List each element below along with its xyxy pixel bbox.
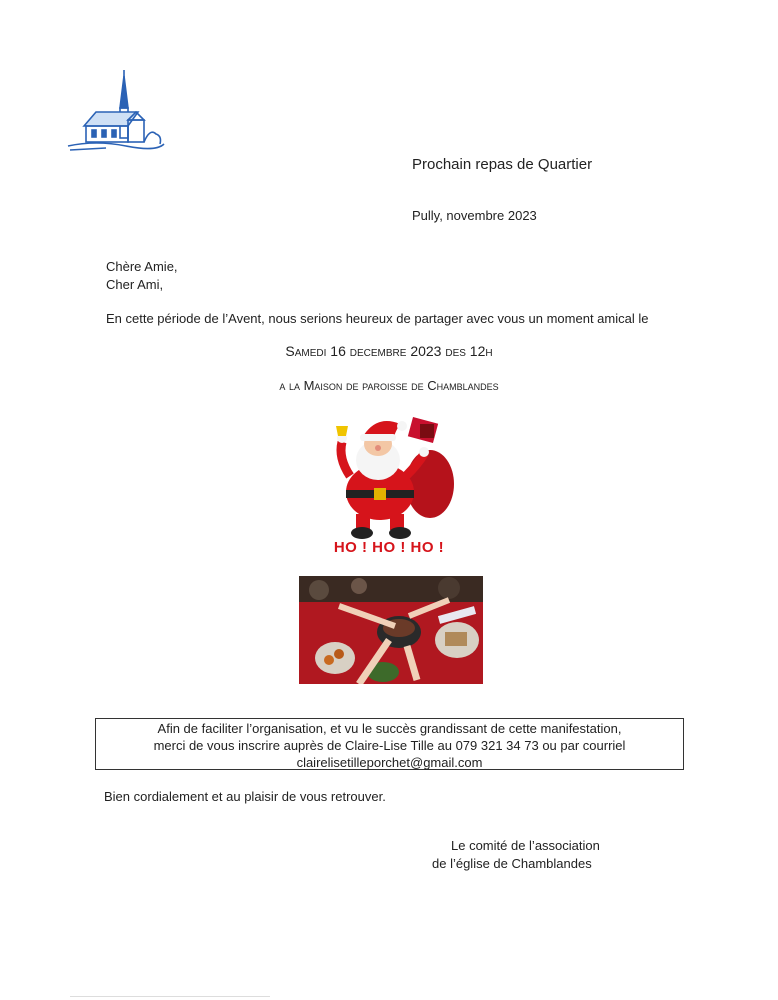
- santa-illustration: [320, 414, 460, 544]
- signature-line: Le comité de l’association: [451, 838, 600, 853]
- place-date: Pully, novembre 2023: [412, 208, 537, 223]
- event-location: a la Maison de paroisse de Chamblandes: [279, 378, 499, 393]
- letter-title: Prochain repas de Quartier: [412, 156, 593, 173]
- event-date: Samedi 16 decembre 2023 des 12h: [285, 343, 493, 359]
- signature-line: de l’église de Chamblandes: [432, 856, 592, 871]
- registration-box: [95, 718, 684, 770]
- registration-line: merci de vous inscrire auprès de Claire-Lise Tille au 079 321 34 73 ou par courriel: [153, 738, 626, 753]
- intro-paragraph: En cette période de l’Avent, nous serions heureux de partager avec vous un moment amical le: [106, 311, 649, 326]
- closing-line: Bien cordialement et au plaisir de vous retrouver.: [104, 789, 386, 804]
- scan-divider: [70, 996, 270, 997]
- greeting-line: Cher Ami,: [106, 277, 164, 292]
- church-logo-icon: [66, 68, 166, 154]
- registration-line: Afin de faciliter l’organisation, et vu le succès grandissant de cette manifestation,: [157, 721, 622, 736]
- santa-caption: HO ! HO ! HO !: [333, 539, 445, 556]
- fondue-photo: [299, 576, 483, 684]
- registration-email[interactable]: clairelisetilleporchet@gmail.com: [296, 755, 483, 770]
- greeting-line: Chère Amie,: [106, 259, 178, 274]
